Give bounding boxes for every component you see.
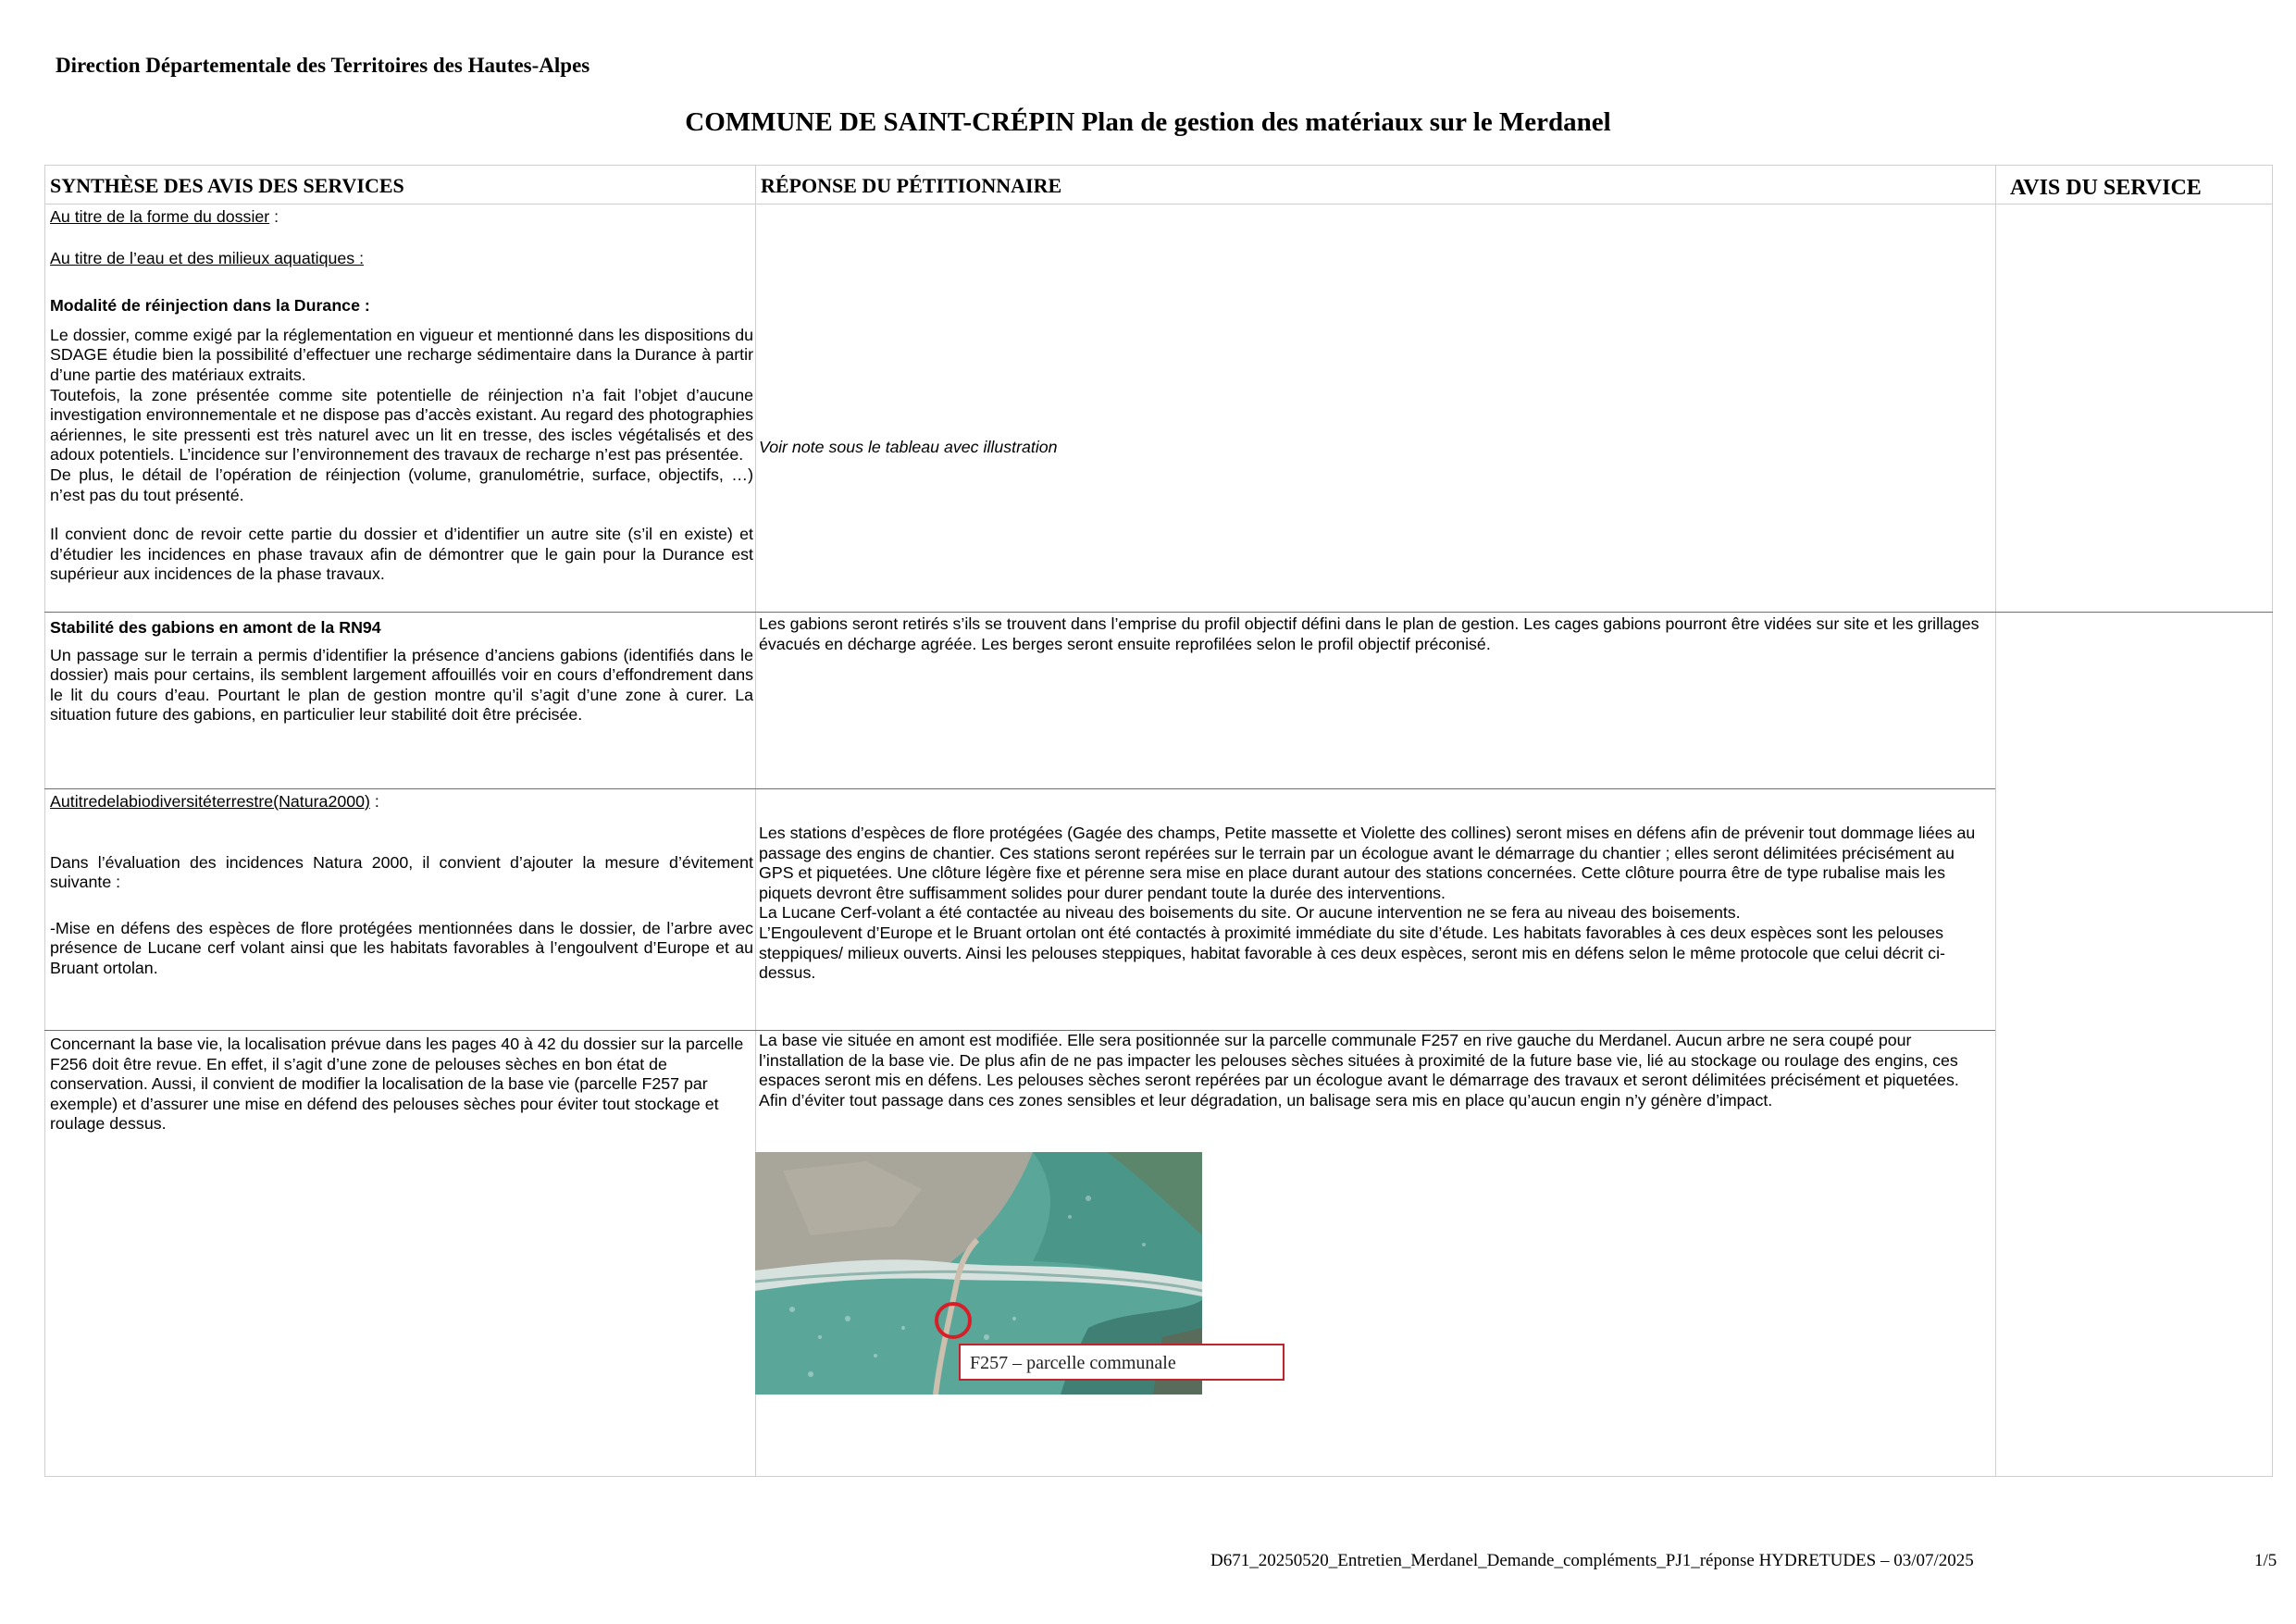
row3-response <box>759 824 1990 984</box>
natura-title-suffix: : <box>369 792 379 811</box>
reinjection-paragraph-4: Il convient donc de revoir cette partie du dossier et d’identifier un autre site (s’il en existe) et d’étudier les incidences en phase travaux afin de démontrer que le gain pour la Durance est supérieur aux incidences de la phase travaux. <box>50 525 753 584</box>
footer-reference: D671_20250520_Entretien_Merdanel_Demande_compléments_PJ1_réponse HYDRETUDES – 03/07/2025 <box>1210 1551 1974 1570</box>
row4-response: La base vie située en amont est modifiée. Elle sera positionnée sur la parcelle communale F257 en rive gauche du Merdanel. Aucun arbre ne sera coupé pour l’installation de la base vie. De plus afin de ne pas impacter les pelouses sèches situées à proximité de la future base vie, lié au stockage ou roulage des engins, ces espaces seront mis en défens. Les pelouses sèches seront repérées par un écologue avant le démarrage des travaux et seront délimitées précisément et piquetées. Afin d’éviter tout passage dans ces zones sensibles et leur dégradation, un balisage sera mis en place qu’aucun engin n’y génère d’impact. <box>759 1031 1959 1110</box>
section-forme-title: Au titre de la forme du dossier <box>50 207 270 226</box>
section-forme <box>50 207 753 228</box>
table-border-left <box>44 165 45 1477</box>
column-header-reponse: RÉPONSE DU PÉTITIONNAIRE <box>761 174 1062 197</box>
row1-response: Voir note sous le tableau avec illustration <box>759 438 1058 456</box>
reinjection-paragraph-3: De plus, le détail de l’opération de réinjection (volume, granulométrie, surface, objectifs, …) n’est pas du tout présenté. <box>50 465 753 504</box>
document-title: COMMUNE DE SAINT-CRÉPIN Plan de gestion des matériaux sur le Merdanel <box>685 107 1611 137</box>
reinjection-title: Modalité de réinjection dans la Durance : <box>50 296 370 316</box>
natura-response-lucane: La Lucane Cerf-volant a été contactée au niveau des boisements du site. Or aucune intervention ne se fera au niveau des boisements. <box>759 903 1741 923</box>
row4-synthese: Concernant la base vie, la localisation prévue dans les pages 40 à 42 du dossier sur la parcelle F256 doit être revue. En effet, il s’agit d’une zone de pelouses sèches en bon état de conservation. Aussi, il convient de modifier la localisation de la base vie (parcelle F257 par exemple) et d’assurer une mise en défend des pelouses sèches pour éviter tout stockage et roulage dessus. <box>50 1035 744 1134</box>
row-divider-2 <box>44 788 1995 789</box>
table-border-top <box>44 165 2273 166</box>
natura-title: Autitredelabiodiversitéterrestre(Natura2000) <box>50 792 370 811</box>
reinjection-paragraph-1: Le dossier, comme exigé par la réglementation en vigueur et mentionné dans les dispositions du SDAGE étudie bien la possibilité d’effectuer une recharge sédimentaire dans la Durance à partir d’une partie des matériaux extraits. <box>50 325 753 384</box>
row1-synthese <box>50 207 753 585</box>
header-row-divider <box>44 204 2273 205</box>
table-border-bottom <box>44 1476 2273 1477</box>
reinjection-paragraph-2: Toutefois, la zone présentée comme site potentielle de réinjection n’a fait l’objet d’aucune investigation environnementale et ne dispose pas d’accès existant. Au regard des photographies aériennes, le site pressenti est très naturel avec un lit en tresse, des iscles végétalisés et des adoux potentiels. L’incidence sur l’environnement des travaux de recharge n’est pas présentée. <box>50 385 753 465</box>
table-border-right <box>2272 165 2273 1477</box>
map-label-box <box>959 1344 1285 1381</box>
header-organization: Direction Départementale des Territoires des Hautes-Alpes <box>56 54 590 77</box>
natura-paragraph-1: Dans l’évaluation des incidences Natura 2000, il convient d’ajouter la mesure d’évitement suivante : <box>50 852 753 892</box>
gabions-title: Stabilité des gabions en amont de la RN94 <box>50 618 381 637</box>
gabions-paragraph: Un passage sur le terrain a permis d’identifier la présence d’anciens gabions (identifiés dans le dossier) mais pour certains, ils semblent largement affouillés voir en cours d’effondrement dans le lit du cours d’eau. Pourtant le plan de gestion montre qu’il s’agit d’une zone à curer. La situation future des gabions, en particulier leur stabilité doit être précisée. <box>50 645 753 725</box>
row2-synthese <box>50 618 753 725</box>
map-label: F257 – parcelle communale <box>970 1353 1176 1373</box>
row-divider-1 <box>44 612 2273 613</box>
column-header-synthese: SYNTHÈSE DES AVIS DES SERVICES <box>50 174 404 197</box>
natura-paragraph-2: -Mise en défens des espèces de flore protégées mentionnées dans le dossier, de l’arbre avec présence de Lucane cerf volant ainsi que les habitats favorables à l’engoulvent d’Europe et au Bruant ortolan. <box>50 918 753 977</box>
section-eau-title: Au titre de l’eau et des milieux aquatiques : <box>50 248 365 267</box>
natura-response-flora: Les stations d’espèces de flore protégées (Gagée des champs, Petite massette et Violette des collines) seront mises en défens afin de prévenir tout dommage liées au passage des engins de chantier. Ces stations seront repérées sur le terrain par un écologue avant le démarrage du chantier ; elles seront délimitées précisément au GPS et piquetées. Une clôture légère fixe et pérenne sera mise en place durant autour des stations concernées. Cette clôture pourra être de type rubalise mais les piquets devront être suffisamment solides pour durer pendant toute la durée des interventions. <box>759 824 1976 902</box>
row2-response: Les gabions seront retirés s’ils se trouvent dans l’emprise du profil objectif défini dans le plan de gestion. Les cages gabions pourront être vidées sur site et les grillages évacués en décharge agréée. Les berges seront ensuite reprofilées selon le profil objectif préconisé. <box>759 614 1980 653</box>
natura-title-line <box>50 792 753 812</box>
footer-page-number: 1/5 <box>2254 1551 2277 1570</box>
row3-synthese <box>50 792 753 979</box>
column-divider-2 <box>1995 165 1996 1477</box>
section-forme-suffix: : <box>269 207 279 226</box>
natura-response-birds: L’Engoulevent d’Europe et le Bruant ortolan ont été contactés à proximité immédiate du site d’étude. Les habitats favorables à ces deux espèces sont les pelouses steppiques/ milieux ouverts. Ainsi les pelouses steppiques, habitat favorable à ces deux espèces, seront mis en défens selon le même protocole que celui décrit ci-dessus. <box>759 923 1945 983</box>
column-header-avis: AVIS DU SERVICE <box>2010 176 2202 200</box>
